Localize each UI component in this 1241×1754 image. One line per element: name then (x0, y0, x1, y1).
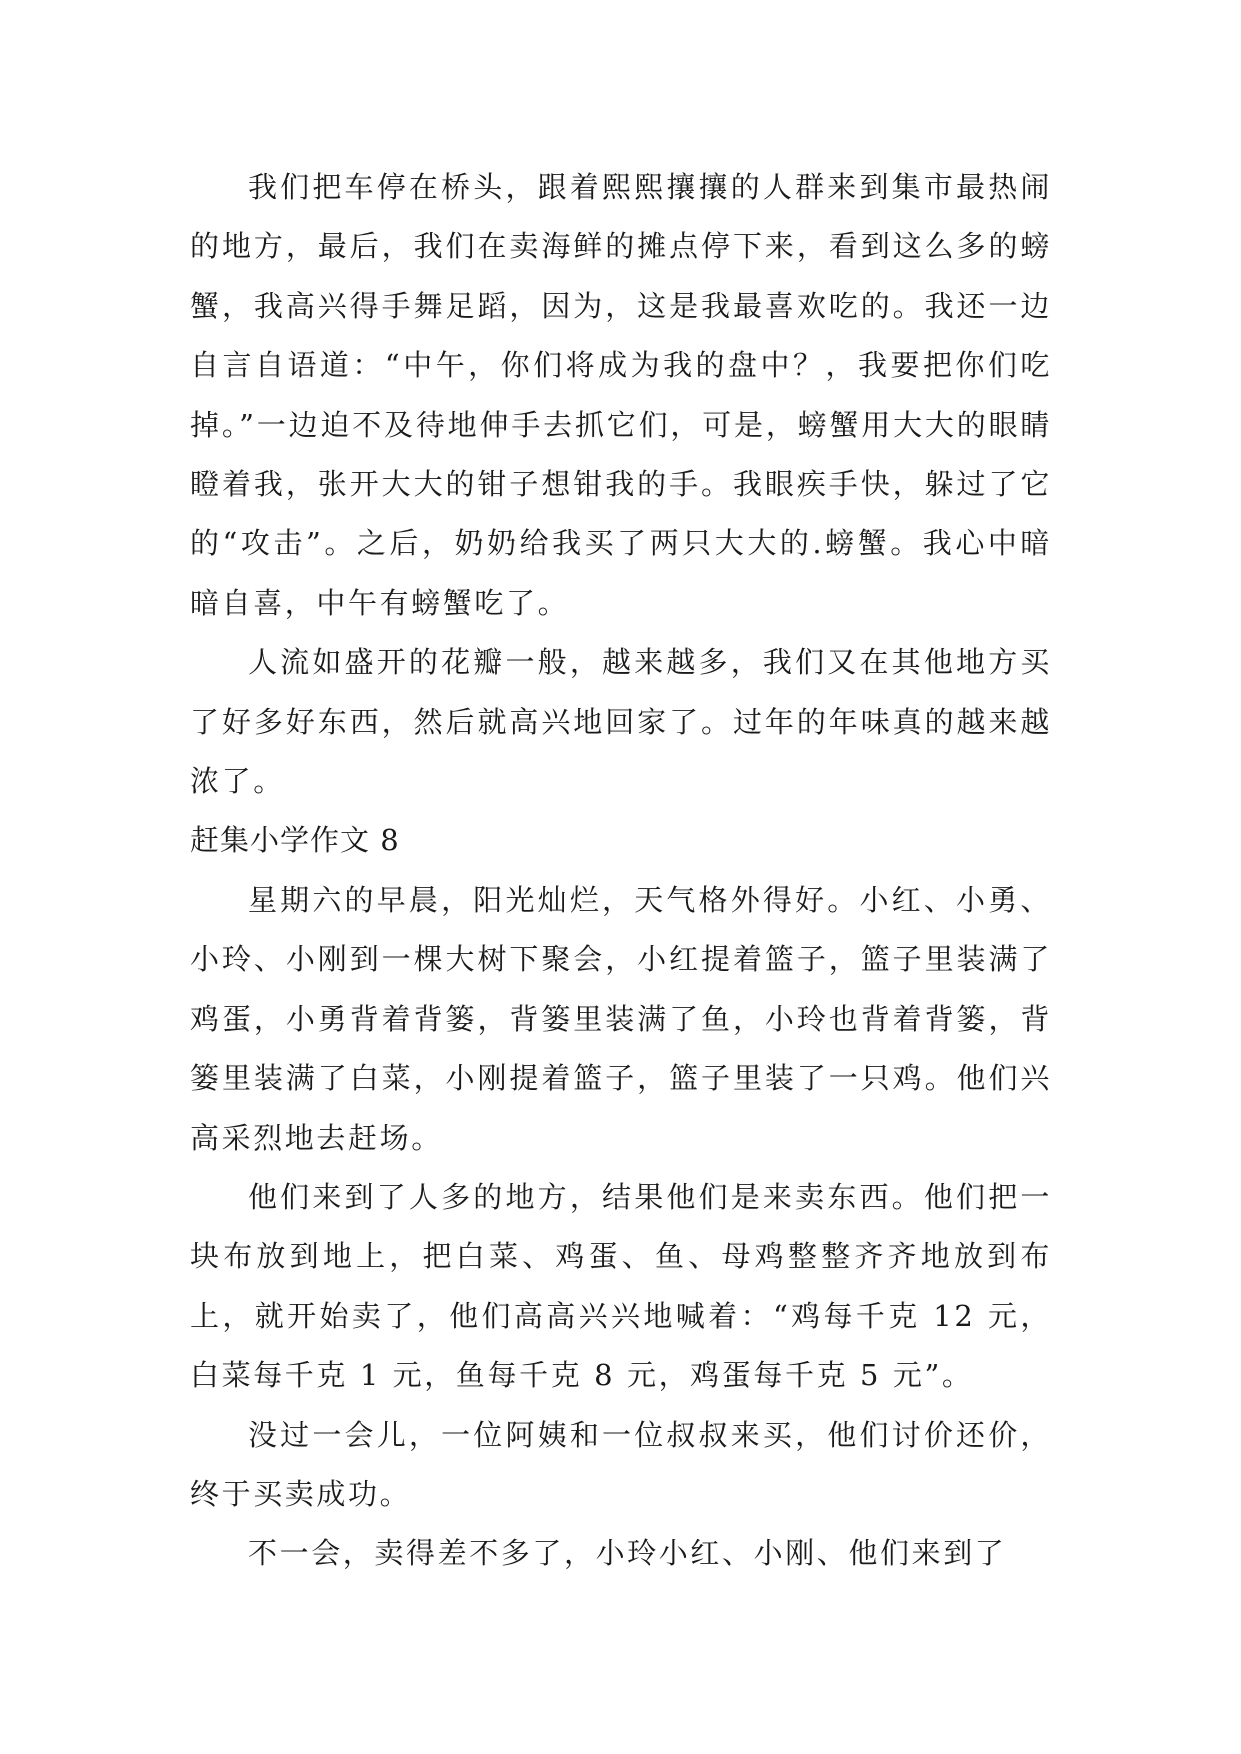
section-title: 赶集小学作文 8 (190, 823, 400, 858)
document-body (190, 158, 1052, 1584)
paragraph-crowd-going-home: 人流如盛开的花瓣一般，越来越多，我们又在其他地方买了好多好东西，然后就高兴地回家了。过年的年味真的越来越浓了。 (190, 645, 1052, 799)
paragraph-saturday-morning: 星期六的早晨，阳光灿烂，天气格外得好。小红、小勇、小玲、小刚到一棵大树下聚会，小红提着篮子，篮子里装满了鸡蛋，小勇背着背篓，背篓里装满了鱼，小玲也背着背篓，背篓里装满了白菜，小刚提着篮子，篮子里装了一只鸡。他们兴高采烈地去赶场。 (190, 882, 1052, 1155)
paragraph-almost-sold-out: 不一会，卖得差不多了，小玲小红、小刚、他们来到了 (248, 1536, 1007, 1571)
paragraph-selling-goods: 他们来到了人多的地方，结果他们是来卖东西。他们把一块布放到地上，把白菜、鸡蛋、鱼、母鸡整整齐齐地放到布上，就开始卖了，他们高高兴兴地喊着：“鸡每千克 12 元，白菜每千克 1 元，鱼每千克 8 元，鸡蛋每千克 5 元”。 (190, 1179, 1052, 1393)
paragraph-first-sale: 没过一会儿，一位阿姨和一位叔叔来买，他们讨价还价，终于买卖成功。 (190, 1417, 1052, 1511)
paragraph-crab-market: 我们把车停在桥头，跟着熙熙攘攘的人群来到集市最热闹的地方，最后，我们在卖海鲜的摊点停下来，看到这么多的螃蟹，我高兴得手舞足蹈，因为，这是我最喜欢吃的。我还一边自言自语道：“中午，你们将成为我的盘中？，我要把你们吃掉。”一边迫不及待地伸手去抓它们，可是，螃蟹用大大的眼睛瞪着我，张开大大的钳子想钳我的手。我眼疾手快，躲过了它的“攻击”。之后，奶奶给我买了两只大大的.螃蟹。我心中暗暗自喜，中午有螃蟹吃了。 (190, 170, 1052, 620)
